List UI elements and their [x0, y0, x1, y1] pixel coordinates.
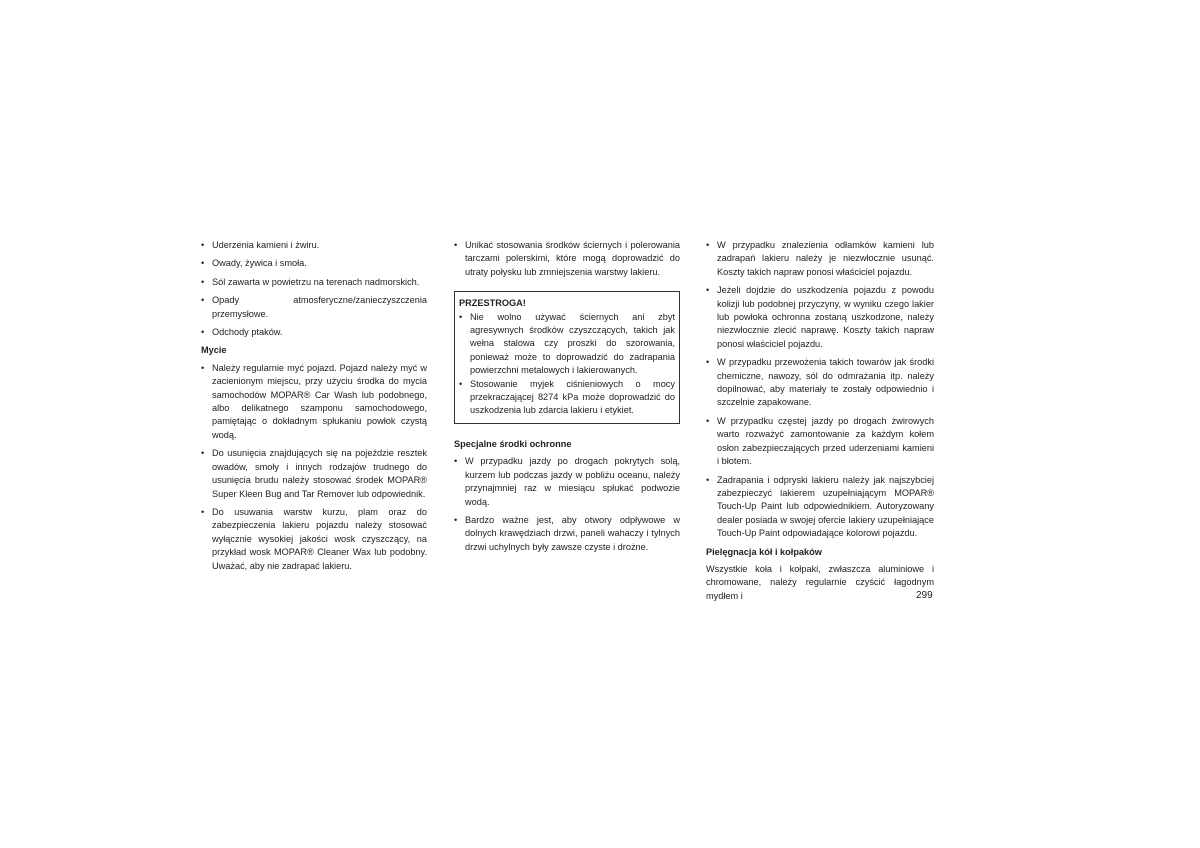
caution-title: PRZESTROGA! — [459, 298, 526, 309]
column-2 — [454, 239, 680, 559]
page-number: 299 — [916, 590, 933, 601]
special-protection-list — [454, 455, 680, 554]
list-item: • W przypadku jazdy po drogach pokrytych solą, kurzem lub podczas jazdy w pobliżu oceanu, należy przynajmniej raz w miesiącu spłukać podwozie wodą. — [454, 455, 680, 509]
list-item: • Opady atmosferyczne/zanieczyszczenia przemysłowe. — [201, 294, 427, 321]
list-item: • Stosowanie myjek ciśnieniowych o mocy przekraczającej 8274 kPa może doprowadzić do uszkodzenia lub zdarcia lakieru i etykiet. — [459, 378, 675, 418]
caution-list — [459, 311, 675, 418]
polishing-list — [454, 239, 680, 279]
list-item: • Jeżeli dojdzie do uszkodzenia pojazdu z powodu kolizji lub podobnej przyczyny, w wyniku czego lakier lub powłoka ochronna zostaną uszkodzone, należy niezwłocznie zlecić naprawę. Koszty takich napraw ponosi właściciel pojazdu. — [706, 284, 934, 351]
section-heading-washing: Mycie — [201, 345, 227, 356]
column-1 — [201, 239, 427, 578]
wheel-care-paragraph: Wszystkie koła i kołpaki, zwłaszcza aluminiowe i chromowane, należy regularnie czyścić łagodnym mydłem i — [706, 563, 934, 601]
list-item: • Bardzo ważne jest, aby otwory odpływowe w dolnych krawędziach drzwi, paneli wahaczy i tylnych drzwi uchylnych były zawsze czyste i drożne. — [454, 514, 680, 554]
list-item: • Uderzenia kamieni i żwiru. — [201, 239, 427, 252]
list-item: • Nie wolno używać ściernych ani zbyt agresywnych środków czyszczących, takich jak wełna stalowa czy proszki do szorowania, ponieważ może to doprowadzić do zadrapania powierzchni metalowych i lakierowanych. — [459, 311, 675, 378]
list-item: • W przypadku częstej jazdy po drogach żwirowych warto rozważyć zamontowanie za każdym kołem osłon zabezpieczających przed uderzeniami kamieni i błotem. — [706, 415, 934, 469]
list-item: • W przypadku przewożenia takich towarów jak środki chemiczne, nawozy, sól do odmrażania itp. należy dopilnować, aby materiały te zostały odpowiednio i szczelnie zapakowane. — [706, 356, 934, 410]
damage-causes-list — [201, 239, 427, 339]
column-3 — [706, 239, 934, 603]
list-item: • W przypadku znalezienia odłamków kamieni lub zadrapań lakieru należy je niezwłocznie usunąć. Koszty takich napraw ponosi właściciel pojazdu. — [706, 239, 934, 279]
list-item: • Sól zawarta w powietrzu na terenach nadmorskich. — [201, 276, 427, 289]
list-item: • Zadrapania i odpryski lakieru należy jak najszybciej zabezpieczyć lakierem uzupełniającym MOPAR® Touch-Up Paint lub odpowiednikiem. Autoryzowany dealer posiada w swojej ofercie lakiery uzupełniające Touch-Up Paint odpowiadające kolorowi pojazdu. — [706, 474, 934, 541]
list-item: • Unikać stosowania środków ściernych i polerowania tarczami polerskimi, które mogą doprowadzić do utraty połysku lub zmniejszenia warstwy lakieru. — [454, 239, 680, 279]
list-item: • Odchody ptaków. — [201, 326, 427, 339]
caution-box — [454, 291, 680, 424]
list-item: • Do usuwania warstw kurzu, plam oraz do zabezpieczenia lakieru pojazdu należy stosować wyłącznie wysokiej jakości wosk czyszczący, na przykład wosk MOPAR® Cleaner Wax lub podobny. Uważać, aby nie zadrapać lakieru. — [201, 506, 427, 573]
list-item: • Do usunięcia znajdujących się na pojeździe resztek owadów, smoły i innych rodzajów trudnego do usunięcia brudu należy stosować środek MOPAR® Super Kleen Bug and Tar Remover lub odpowiednik. — [201, 447, 427, 501]
section-heading-wheel-care: Pielęgnacja kół i kołpaków — [706, 546, 822, 557]
list-item: • Owady, żywica i smoła. — [201, 257, 427, 270]
list-item: • Należy regularnie myć pojazd. Pojazd należy myć w zacienionym miejscu, przy użyciu środka do mycia samochodów MOPAR® Car Wash lub podobnego, albo delikatnego szamponu samochodowego, pamiętając o dokładnym spłukaniu powłok czystą wodą. — [201, 362, 427, 442]
washing-list — [201, 362, 427, 573]
paint-damage-list — [706, 239, 934, 541]
section-heading-special-protection: Specjalne środki ochronne — [454, 438, 572, 449]
